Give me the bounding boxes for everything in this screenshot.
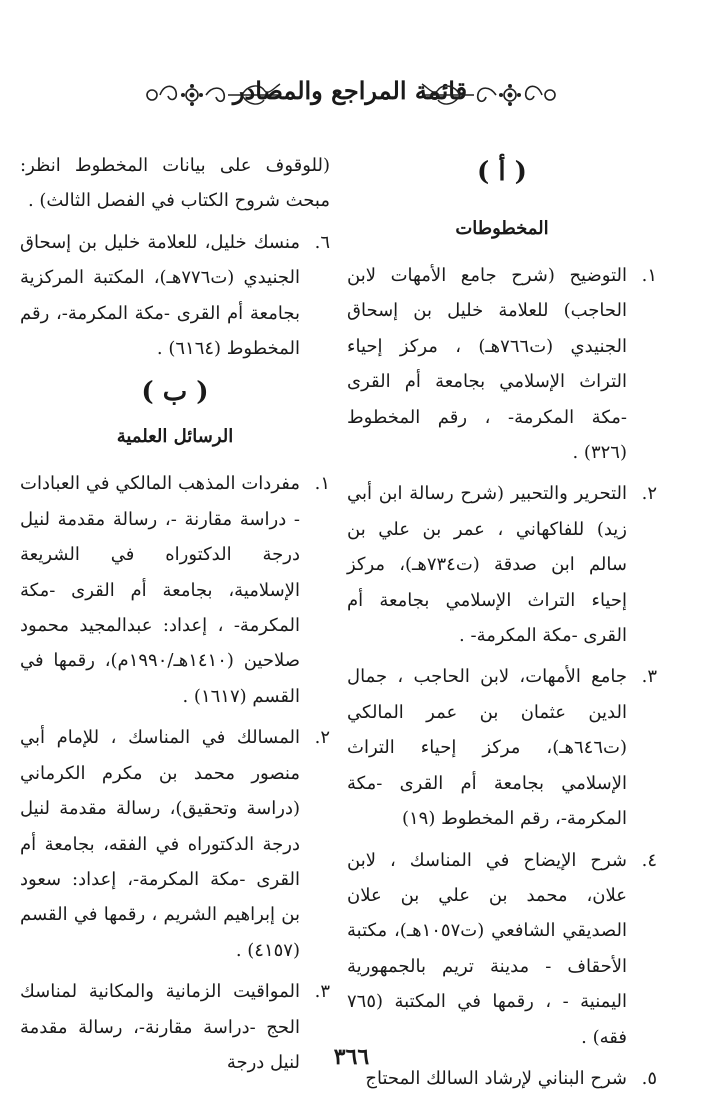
item-text: مفردات المذهب المالكي في العبادات - دراسة مقارنة -، رسالة مقدمة لنيل درجة الدكتوراه في الشريعة الإسلامية، بجامعة أم القرى -مكة المكرمة- ، إعداد: عبدالمجيد محمود صلاحين (١٤١٠هـ/١٩٩٠م)، رقمها في القسم (١٦١٧) . — [20, 473, 301, 707]
right-ornament-icon — [412, 80, 560, 110]
section-heading-manuscripts: المخطوطات — [455, 218, 549, 239]
item-number: ٥. — [641, 1067, 657, 1089]
item-number: ٣. — [641, 666, 657, 688]
item-text: المواقيت الزمانية والمكانية لمناسك الحج -دراسة مقارنة-، رسالة مقدمة لنيل درجة — [20, 981, 300, 1073]
page-header — [130, 72, 570, 118]
section-letter-alif: ( أ ) — [477, 157, 527, 187]
item-number: ٢. — [314, 727, 330, 749]
reference-item — [347, 659, 657, 836]
reference-item — [20, 225, 330, 367]
left-column — [20, 148, 330, 1086]
section-letter-ba: ( ب ) — [141, 377, 209, 408]
section-heading-theses: الرسائل العلمية — [116, 426, 234, 448]
item-number: ٦. — [314, 231, 330, 253]
reference-item — [20, 466, 330, 714]
item-number: ١. — [314, 473, 330, 495]
page-title: قائمة المراجع والمصادر — [232, 76, 468, 105]
item-text: التوضيح (شرح جامع الأمهات لابن الحاجب) للعلامة خليل بن إسحاق الجنيدي (ت٧٦٦هـ) ، مركز إحياء التراث الإسلامي بجامعة أم القرى -مكة المكرمة- ، رقم المخطوط (٣٢٦) . — [347, 265, 627, 464]
reference-item — [347, 476, 657, 653]
item-number: ١. — [641, 265, 657, 286]
reference-item — [347, 843, 657, 1055]
item-number: ٤. — [641, 849, 657, 871]
item-text: المسالك في المناسك ، للإمام أبي منصور محمد بن مكرم الكرماني (دراسة وتحقيق)، رسالة مقدمة لنيل درجة الدكتوراه في الفقه، بجامعة أم القرى -مكة المكرمة-، إعداد: سعود بن إبراهيم الشريم ، رقمها في القسم (٤١٥٧) . — [20, 727, 300, 961]
item-text: جامع الأمهات، لابن الحاجب ، جمال الدين عثمان بن عمر المالكي (ت٦٤٦هـ)، مركز إحياء التراث الإسلامي بجامعة أم القرى -مكة المكرمة-، رقم المخطوط (١٩) — [347, 666, 627, 830]
item-text: شرح الإيضاح في المناسك ، لابن علان، محمد بن علي بن علان الصديقي الشافعي (ت١٠٥٧هـ)، مكتبة الأحقاف - مدينة تريم بالجمهورية اليمنية - ، رقمها في المكتبة (٧٦٥ فقه) . — [347, 849, 627, 1048]
item-number: ٣. — [314, 981, 330, 1003]
continuation-text: (للوقوف على بيانات المخطوط انظر: مبحث شروح الكتاب في الفصل الثالث) . — [20, 155, 330, 212]
page-number: ٣٦٦ — [333, 1044, 370, 1070]
item-number: ٢. — [641, 483, 657, 505]
item-text: التحرير والتحبير (شرح رسالة ابن أبي زيد) للفاكهاني ، عمر بن علي بن سالم ابن صدقة (ت٧٣٤هـ)، مركز إحياء التراث الإسلامي بجامعة أم القرى -مكة المكرمة- . — [347, 483, 627, 647]
reference-item — [347, 258, 657, 470]
right-column — [347, 148, 657, 1102]
item-text: شرح البناني لإرشاد السالك المحتاج — [365, 1067, 627, 1089]
reference-item — [20, 720, 330, 968]
item-text: منسك خليل، للعلامة خليل بن إسحاق الجنيدي (ت٧٧٦هـ)، المكتبة المركزية بجامعة أم القرى -مكة المكرمة-، رقم المخطوط (٦١٦٤) . — [20, 231, 300, 360]
